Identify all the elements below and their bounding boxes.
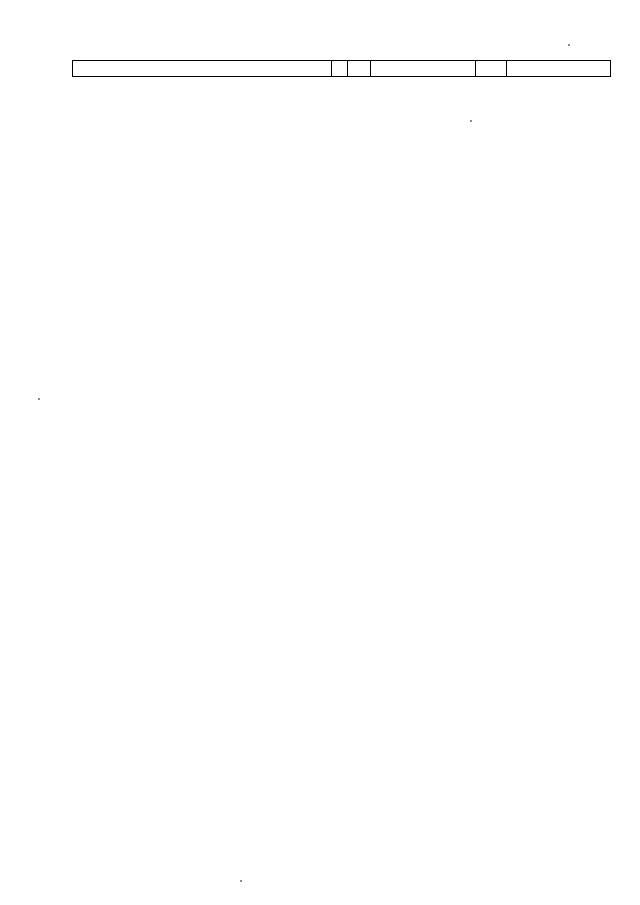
scan-speck — [470, 120, 472, 122]
header-col-5 — [476, 61, 507, 77]
column-header-row — [72, 60, 611, 77]
scan-speck — [240, 880, 242, 882]
header-col-2 — [332, 61, 348, 77]
scan-speck — [38, 398, 40, 400]
header-col-4 — [371, 61, 476, 77]
header-col-1 — [73, 61, 332, 77]
header-col-3 — [348, 61, 371, 77]
scan-speck — [568, 44, 570, 46]
header-col-6 — [507, 61, 611, 77]
